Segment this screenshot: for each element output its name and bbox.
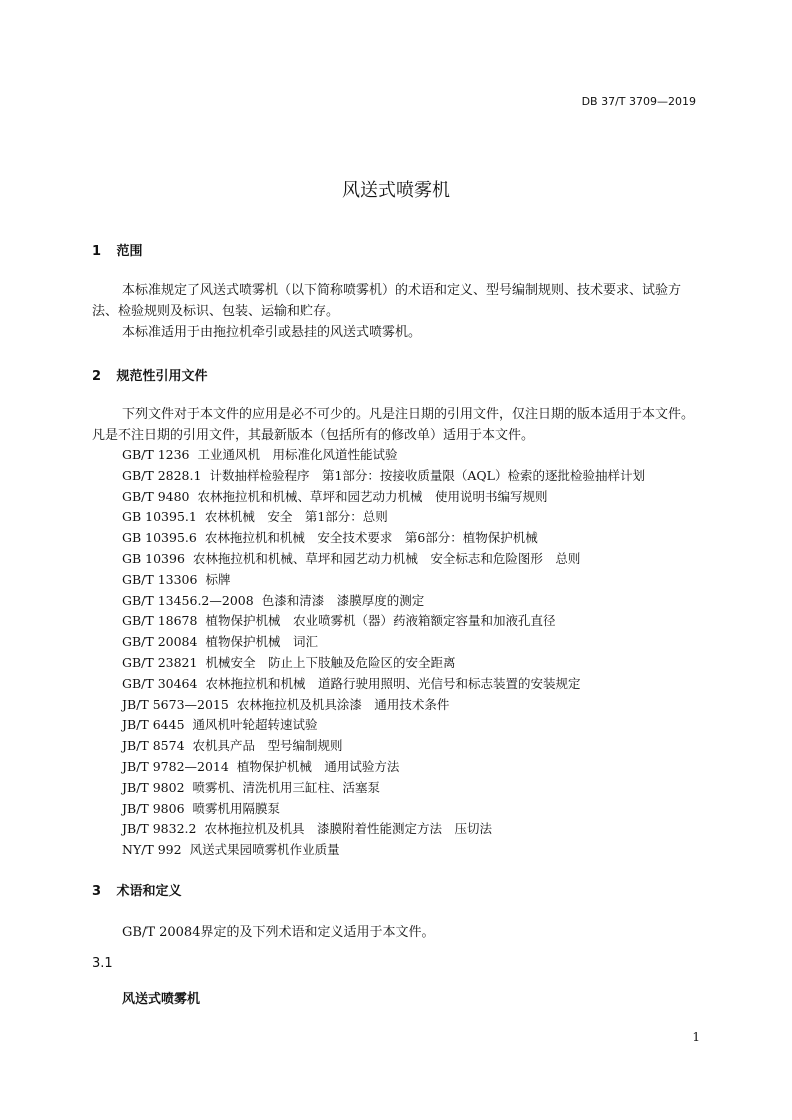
paragraph: 本标准适用于由拖拉机牵引或悬挂的风送式喷雾机。 — [122, 325, 422, 340]
reference-item — [122, 819, 645, 840]
section-number: 1 — [92, 244, 102, 259]
reference-title: 农林拖拉机和机械、草坪和园艺动力机械 安全标志和危险图形 总则 — [192, 550, 581, 566]
reference-title: 工业通风机 用标准化风道性能试验 — [197, 447, 398, 462]
reference-title: 农林拖拉机及机具 漆膜附着性能测定方法 压切法 — [204, 821, 492, 837]
paragraph: 法、检验规则及标识、包装、运输和贮存。 — [92, 304, 340, 319]
page-number: 1 — [692, 1030, 700, 1044]
reference-code: GB/T 2828.1 — [122, 467, 202, 483]
reference-item — [122, 840, 645, 861]
reference-code: GB/T 1236 — [122, 447, 190, 462]
reference-code: NY/T 992 — [122, 842, 182, 858]
reference-item — [122, 507, 645, 528]
reference-code: GB/T 13306 — [122, 571, 198, 587]
reference-code: GB/T 18678 — [122, 613, 198, 629]
reference-title: 喷雾机用隔膜泵 — [192, 800, 281, 816]
reference-code: GB/T 30464 — [122, 675, 198, 691]
reference-item — [122, 445, 645, 466]
section-title: 范围 — [116, 244, 143, 259]
reference-code: JB/T 9802 — [122, 779, 185, 795]
section-number: 2 — [92, 369, 102, 384]
reference-item — [122, 632, 645, 653]
reference-item — [122, 674, 645, 695]
reference-item — [122, 549, 645, 570]
paragraph: 凡是不注日期的引用文件，其最新版本（包括所有的修改单）适用于本文件。 — [92, 428, 535, 443]
reference-title: 农林拖拉机和机械 安全技术要求 第6部分：植物保护机械 — [204, 530, 538, 546]
reference-code: GB/T 23821 — [122, 654, 198, 670]
reference-title: 植物保护机械 词汇 — [205, 634, 318, 650]
reference-code: GB/T 9480 — [122, 488, 190, 504]
section-1-heading — [92, 240, 143, 259]
standard-number: DB 37/T 3709—2019 — [581, 95, 696, 108]
reference-title: 植物保护机械 农业喷雾机（器）药液箱额定容量和加液孔直径 — [205, 613, 556, 629]
reference-code: JB/T 5673—2015 — [122, 696, 229, 712]
paragraph: 下列文件对于本文件的应用是必不可少的。凡是注日期的引用文件，仅注日期的版本适用于本文件。 — [122, 407, 695, 422]
reference-title: 植物保护机械 通用试验方法 — [236, 758, 400, 774]
reference-title: 色漆和清漆 漆膜厚度的测定 — [261, 592, 425, 608]
reference-code: GB 10395.6 — [122, 530, 197, 546]
reference-item — [122, 611, 645, 632]
document-title: 风送式喷雾机 — [342, 180, 450, 201]
reference-title: 喷雾机、清洗机用三缸柱、活塞泵 — [192, 779, 381, 795]
normative-references-list — [122, 445, 645, 861]
reference-item — [122, 695, 645, 716]
reference-title: 农林机械 安全 第1部分：总则 — [204, 509, 388, 525]
reference-item — [122, 653, 645, 674]
reference-item — [122, 570, 645, 591]
section-2-heading — [92, 365, 208, 384]
reference-item — [122, 487, 645, 508]
paragraph: GB/T 20084界定的及下列术语和定义适用于本文件。 — [122, 925, 435, 940]
reference-code: GB 10395.1 — [122, 509, 197, 525]
reference-code: GB 10396 — [122, 550, 185, 566]
reference-title: 农林拖拉机和机械 道路行驶用照明、光信号和标志装置的安装规定 — [205, 675, 581, 691]
reference-code: GB/T 13456.2—2008 — [122, 592, 254, 608]
reference-code: GB/T 20084 — [122, 634, 198, 650]
reference-code: JB/T 9806 — [122, 800, 185, 816]
reference-title: 标牌 — [205, 571, 231, 587]
reference-item — [122, 715, 645, 736]
reference-item — [122, 757, 645, 778]
reference-item — [122, 528, 645, 549]
reference-title: 机械安全 防止上下肢触及危险区的安全距离 — [205, 654, 456, 670]
subclause-number: 3.1 — [92, 956, 113, 971]
reference-title: 风送式果园喷雾机作业质量 — [189, 842, 340, 858]
reference-code: JB/T 9782—2014 — [122, 758, 229, 774]
term-name: 风送式喷雾机 — [122, 992, 201, 1007]
reference-code: JB/T 9832.2 — [122, 821, 197, 837]
reference-title: 农林拖拉机及机具涂漆 通用技术条件 — [236, 696, 450, 712]
section-3-heading — [92, 880, 182, 899]
reference-item — [122, 466, 645, 487]
section-title: 规范性引用文件 — [116, 369, 208, 384]
reference-item — [122, 778, 645, 799]
section-title: 术语和定义 — [116, 884, 182, 899]
reference-item — [122, 736, 645, 757]
reference-title: 农林拖拉机和机械、草坪和园艺动力机械 使用说明书编写规则 — [197, 488, 548, 504]
paragraph: 本标准规定了风送式喷雾机（以下简称喷雾机）的术语和定义、型号编制规则、技术要求、试验方 — [122, 283, 682, 298]
reference-title: 通风机叶轮超转速试验 — [192, 717, 318, 733]
reference-item — [122, 591, 645, 612]
reference-title: 计数抽样检验程序 第1部分：按接收质量限（AQL）检索的逐批检验抽样计划 — [209, 467, 645, 483]
reference-code: JB/T 8574 — [122, 738, 185, 754]
reference-item — [122, 799, 645, 820]
reference-title: 农机具产品 型号编制规则 — [192, 738, 343, 754]
section-number: 3 — [92, 884, 102, 899]
reference-code: JB/T 6445 — [122, 717, 185, 733]
